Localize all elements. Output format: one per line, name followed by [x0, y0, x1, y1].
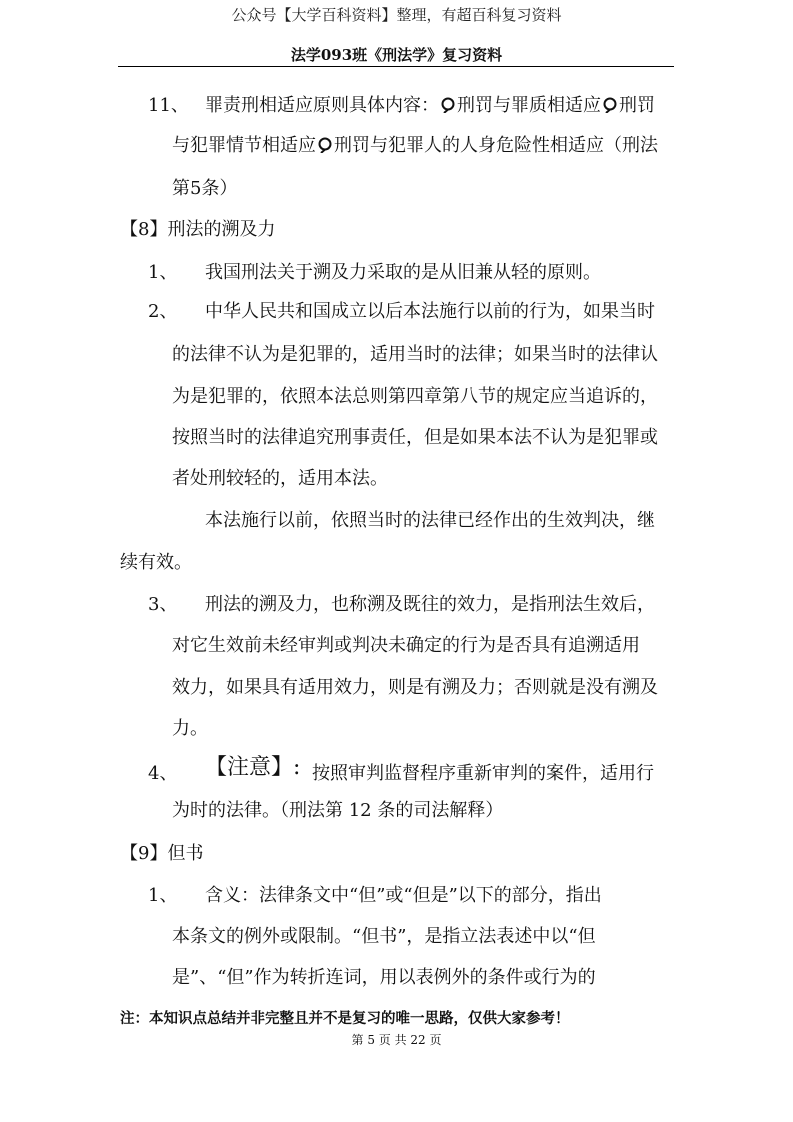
- s8-item-2-number: 2、: [148, 301, 178, 322]
- bullet-marker-icon: [317, 137, 333, 153]
- item-11-line-1-b: 刑罚与罪质相适应: [457, 95, 601, 116]
- s8-item-2-line-1: 中华人民共和国成立以后本法施行以前的行为，如果当时: [205, 301, 655, 322]
- s8-item-3-line-3: 效力，如果具有适用效力，则是有溯及力；否则就是没有溯及: [172, 677, 658, 698]
- item-11-line-1-c: 刑罚: [619, 95, 655, 116]
- s9-item-1-line-2: 本条文的例外或限制。“但书”，是指立法表述中以“但: [172, 926, 596, 947]
- s8-item-3-line-2: 对它生效前未经审判或判决未确定的行为是否具有追溯适用: [172, 635, 640, 656]
- s8-item-2-line-4: 按照当时的法律追究刑事责任，但是如果本法不认为是犯罪或: [172, 427, 658, 448]
- s8-item-2-para-2-line-2: 续有效。: [120, 552, 192, 573]
- item-11-line-2: [172, 131, 658, 157]
- item-11-line-1-a: 罪责刑相适应原则具体内容：: [205, 95, 439, 116]
- page-number: 第 5 页 共 22 页: [351, 1033, 442, 1047]
- bullet-marker-icon: [602, 97, 618, 113]
- s8-item-1-text: 我国刑法关于溯及力采取的是从旧兼从轻的原则。: [205, 262, 601, 283]
- s8-item-2-line-5: 者处刑较轻的，适用本法。: [172, 468, 388, 489]
- bullet-marker-icon: [440, 97, 456, 113]
- item-11-number: 11、: [148, 95, 189, 116]
- s8-item-2-line-3: 为是犯罪的，依照本法总则第四章第八节的规定应当追诉的，: [172, 386, 658, 407]
- s9-item-1-line-3: 是”、“但”作为转折连词，用以表例外的条件或行为的: [172, 967, 596, 988]
- s8-item-3-number: 3、: [148, 594, 178, 615]
- section-9-title: 【9】但书: [120, 843, 204, 864]
- item-11-line-3: 第5条）: [172, 178, 238, 199]
- notice-label: 【注意】:: [205, 755, 301, 780]
- item-11-line-2-b: 刑罚与犯罪人的人身危险性相适应（刑法: [334, 135, 658, 156]
- s8-item-4-number: 4、: [148, 763, 178, 784]
- s9-item-1-line-1: 含义：法律条文中“但”或“但是”以下的部分，指出: [205, 885, 602, 906]
- s9-item-1-number: 1、: [148, 885, 178, 906]
- s8-item-2-line-2: 的法律不认为是犯罪的，适用当时的法律；如果当时的法律认: [172, 344, 658, 365]
- watermark-text: 公众号【大学百科资料】整理，有超百科复习资料: [231, 6, 562, 24]
- s8-item-2-para-2-line-1: 本法施行以前，依照当时的法律已经作出的生效判决，继: [205, 510, 655, 531]
- section-8-title: 【8】刑法的溯及力: [120, 219, 276, 240]
- header-rule: [118, 66, 674, 67]
- s8-item-1-number: 1、: [148, 262, 178, 283]
- footnote: 注：本知识点总结并非完整且并不是复习的唯一思路，仅供大家参考！: [120, 1010, 570, 1027]
- s8-item-3-line-4: 力。: [172, 718, 208, 739]
- page-header-title: 法学093班《刑法学》复习资料: [290, 46, 503, 64]
- s8-item-4-line-2: 为时的法律。（刑法第 12 条的司法解释）: [172, 800, 504, 821]
- s8-item-4-line-1: 按照审判监督程序重新审判的案件，适用行: [312, 763, 654, 784]
- s8-item-3-line-1: 刑法的溯及力，也称溯及既往的效力，是指刑法生效后，: [205, 594, 655, 615]
- item-11-line-2-a: 与犯罪情节相适应: [172, 135, 316, 156]
- item-11-line-1: [205, 91, 655, 117]
